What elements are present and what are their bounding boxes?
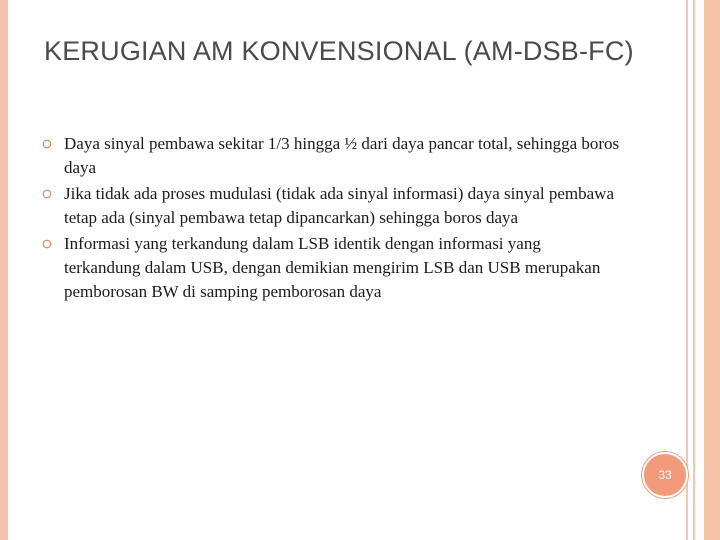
bullet-list (40, 132, 620, 306)
left-border-decoration (0, 0, 8, 540)
right-border-decoration (704, 0, 720, 540)
bullet-item (40, 182, 620, 230)
hollow-circle-icon (42, 189, 52, 199)
slide-title: KERUGIAN AM KONVENSIONAL (AM-DSB-FC) (44, 36, 634, 66)
right-border-line (693, 0, 695, 540)
right-border-line (686, 0, 688, 540)
bullet-text: Informasi yang terkandung dalam LSB identik dengan informasi yang terkandung dalam USB, dengan demikian mengirim LSB dan USB merupakan pemborosan BW di samping pemborosan daya (64, 234, 601, 301)
bullet-text: Jika tidak ada proses mudulasi (tidak ada sinyal informasi) daya sinyal pembawa tetap ada (sinyal pembawa tetap dipancarkan) sehingga boros daya (64, 184, 614, 227)
bullet-item (40, 232, 620, 304)
hollow-circle-icon (42, 239, 52, 249)
page-number-badge: 33 (642, 452, 688, 498)
hollow-circle-icon (42, 139, 52, 149)
bullet-item (40, 132, 620, 180)
bullet-text: Daya sinyal pembawa sekitar 1/3 hingga ½ dari daya pancar total, sehingga boros daya (64, 134, 620, 177)
